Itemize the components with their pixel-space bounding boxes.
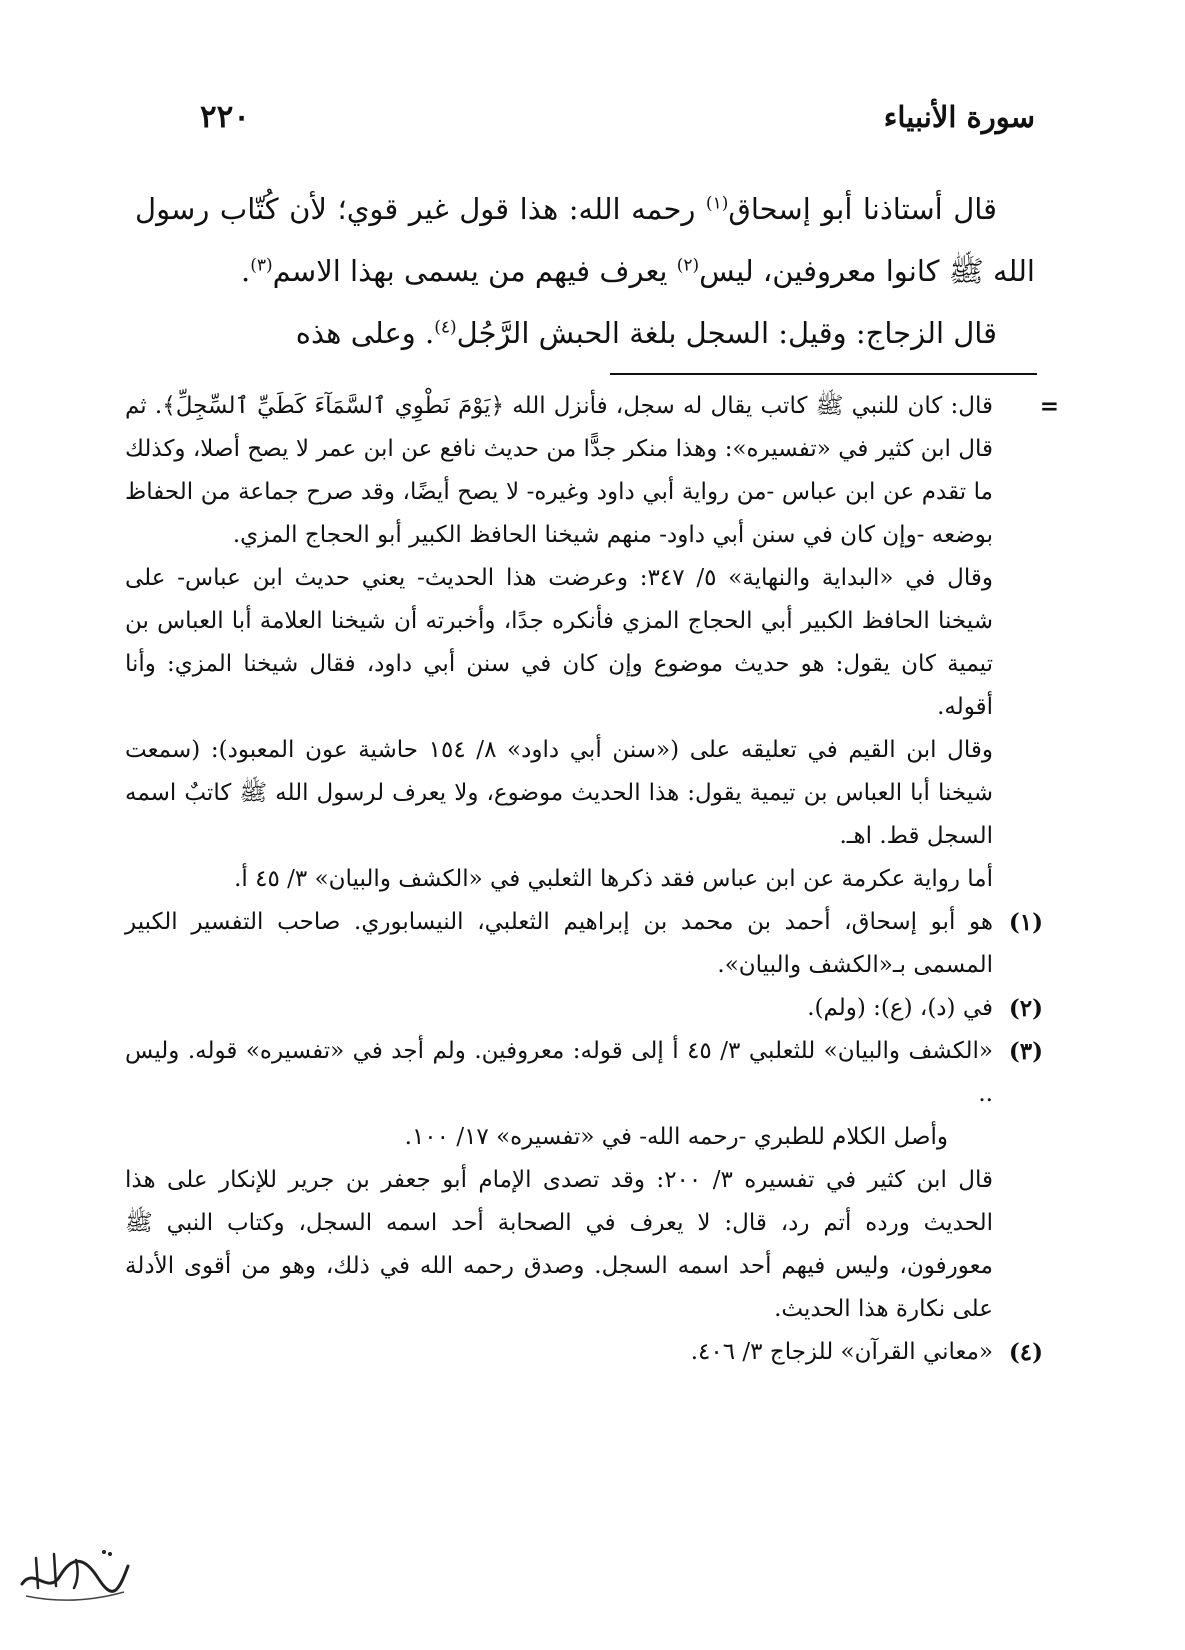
footnote-marker: (١) — [1008, 909, 1043, 936]
page-number: ٢٢٠ — [200, 99, 250, 135]
footnote-divider — [610, 373, 1037, 375]
page-header — [200, 92, 1035, 142]
main-text-segment: قال الزجاج: وقيل: السجل بلغة الحبش الرَّجُل — [456, 316, 997, 350]
continuation-marker: = — [1039, 393, 1059, 420]
footnote-ref-4: (٤) — [434, 317, 457, 338]
publisher-logo-icon — [14, 1536, 134, 1610]
footnote-text: في (د)، (ع): (ولم). — [807, 995, 993, 1021]
footnotes-section — [125, 385, 1059, 1374]
footnote-3-paragraph: قال ابن كثير في تفسيره ٣/ ٢٠٠: وقد تصدى الإمام أبو جعفر بن جرير للإنكار على هذا الحديث ورده أتم رد، قال: لا يعرف في الصحابة أحد اسمه السجل، وكتاب النبي ﷺ معورفون، وليس فيهم أحد اسمه السجل. وصدق رحمه الله في ذلك، وهو من أقوى الأدلة على نكارة هذا الحديث. — [125, 1167, 993, 1322]
footnote-text: «الكشف والبيان» للثعلبي ٣/ ٤٥ أ إلى قوله: معروفين. ولم أجد في «تفسيره» قوله. وليس .. — [125, 1038, 994, 1107]
footnote-3 — [125, 1030, 1043, 1116]
footnote-continuation-paragraph: أما رواية عكرمة عن ابن عباس فقد ذكرها الثعلبي في «الكشف والبيان» ٣/ ٤٥ أ. — [234, 866, 993, 892]
footnote-marker: (٤) — [1008, 1339, 1043, 1366]
footnote-text: قال: كان للنبي ﷺ كاتب يقال له سجل، فأنزل الله ﴿يَوْمَ نَطْوِي ٱلسَّمَآءَ كَطَيِّ ٱلسِّجِلِّ﴾. ثم قال ابن كثير في «تفسيره»: وهذا منكر جدًّا من حديث نافع عن ابن عمر لا يصح أصلا، وكذلك ما تقدم عن ابن عباس -من رواية أبي داود وغيره- لا يصح أيضًا، وقد صرح جماعة من الحفاظ بوضعه -وإن كان في سنن أبي داود- منهم شيخنا الحافظ الكبير أبو الحجاج المزي. — [125, 393, 993, 548]
footnote-4 — [125, 1331, 1043, 1374]
footnote-ref-2: (٢) — [676, 255, 700, 276]
footnote-marker: (٣) — [1008, 1038, 1043, 1065]
footnote-ref-3: (٣) — [250, 255, 273, 276]
main-text-segment: . وعلى هذه — [295, 316, 435, 350]
footnote-1 — [125, 901, 1043, 987]
main-text — [135, 178, 1035, 364]
surah-name: سورة الأنبياء — [883, 100, 1035, 134]
footnote-continuation-paragraph: وقال ابن القيم في تعليقه على («سنن أبي داود» ٨/ ١٥٤ حاشية عون المعبود): (سمعت شيخنا أبا العباس بن تيمية يقول: هذا الحديث موضوع، ولا يعرف لرسول الله ﷺ كاتبٌ اسمه السجل قط. اهـ. — [125, 737, 994, 849]
footnote-continuation-paragraph: وقال في «البداية والنهاية» ٥/ ٣٤٧: وعرضت هذا الحديث- يعني حديث ابن عباس- على شيخنا الحافظ الكبير أبي الحجاج المزي فأنكره جدًا، وأخبرته أن شيخنا العلامة أبا العباس بن تيمية كان يقول: هو حديث موضوع وإن كان في سنن أبي داود، فقال شيخنا المزي: وأنا أقوله. — [125, 565, 993, 720]
footnote-text: هو أبو إسحاق، أحمد بن محمد بن إبراهيم الثعلبي، النيسابوري. صاحب التفسير الكبير المسمى بـ«الكشف والبيان». — [125, 909, 993, 978]
footnote-marker: (٢) — [1008, 995, 1043, 1022]
main-paragraph-2 — [135, 302, 1035, 364]
main-text-segment: يعرف فيهم من يسمى بهذا الاسم — [272, 254, 677, 288]
main-text-segment: . — [240, 254, 251, 288]
main-text-segment: رحمه الله: هذا قول غير قوي؛ لأن كُتّاب رسول الله ﷺ كانوا معروفين، ليس — [135, 192, 1035, 288]
main-text-segment: قال أستاذنا أبو إسحاق — [728, 192, 997, 226]
footnote-text: «معاني القرآن» للزجاج ٣/ ٤٠٦. — [690, 1339, 993, 1365]
footnote-ref-1: (١) — [705, 193, 729, 214]
footnote-2 — [125, 987, 1043, 1030]
footnote-3-paragraph: وأصل الكلام للطبري -رحمه الله- في «تفسيره» ١٧/ ١٠٠. — [404, 1124, 948, 1150]
footnote-continuation — [125, 385, 1059, 557]
main-paragraph-1 — [135, 178, 1035, 302]
